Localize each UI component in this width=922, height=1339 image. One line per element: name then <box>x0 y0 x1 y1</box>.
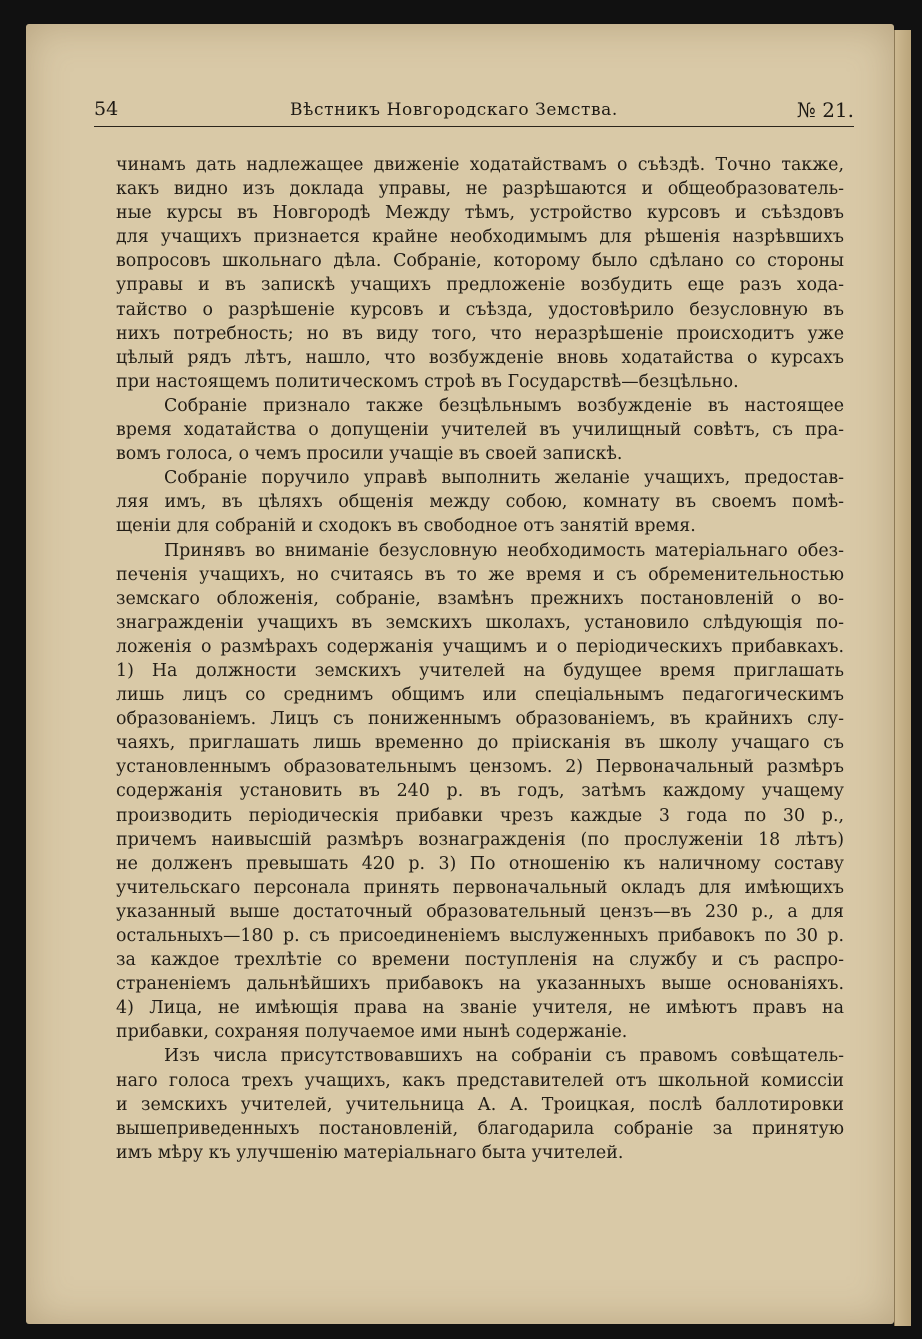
running-title: Вѣстникъ Новгородскаго Земства. <box>290 100 618 120</box>
text-line: время ходатайства о допущенiи учителей въ училищный совѣтъ, съ пра- <box>116 420 844 441</box>
text-line: при настоящемъ политическомъ строѣ въ Государствѣ—безцѣльно. <box>116 371 739 392</box>
text-line: наго голоса трехъ учащихъ, какъ представителей отъ школьной комиссiи <box>116 1070 844 1091</box>
text-line: ляя имъ, въ цѣляхъ общенiя между собою, комнату въ своемъ помѣ- <box>116 492 844 513</box>
text-line: учительскаго персонала принять первоначальный окладъ для имѣющихъ <box>116 877 844 898</box>
text-line: Собранiе поручило управѣ выполнить желанiе учащихъ, предостав- <box>164 468 844 489</box>
text-line: содержанiя установить въ 240 р. въ годъ, затѣмъ каждому учащему <box>116 781 844 802</box>
text-line: и земскихъ учителей, учительница А. А. Троицкая, послѣ баллотировки <box>116 1094 844 1115</box>
text-line: знагражденiи учащихъ въ земскихъ школахъ, установило слѣдующiя по- <box>116 612 844 633</box>
text-line: вопросовъ школьнаго дѣла. Собранiе, которому было сдѣлано со стороны <box>116 251 844 272</box>
text-line: ные курсы въ Новгородѣ Между тѣмъ, устройство курсовъ и съѣздовъ <box>116 203 844 224</box>
text-line: для учащихъ признается крайне необходимымъ для рѣшенiя назрѣвшихъ <box>116 227 844 248</box>
text-line: тайство о разрѣшенiе курсовъ и съѣзда, удостовѣрило безусловную въ <box>116 299 844 320</box>
text-line: чаяхъ, приглашать лишь временно до прiисканiя въ школу учащаго съ <box>116 733 844 754</box>
text-line: Изъ числа присутствовавшихъ на собранiи съ правомъ совѣщатель- <box>164 1046 844 1067</box>
header-rule <box>94 126 854 127</box>
text-line: щенiи для собранiй и сходокъ въ свободное отъ занятiй время. <box>116 516 696 537</box>
text-line: земскаго обложенiя, собранiе, взамѣнъ прежнихъ постановленiй о во- <box>116 588 844 609</box>
text-line: управы и въ запискѣ учащихъ предложенiе возбудить еще разъ хода- <box>116 275 844 296</box>
text-line: не долженъ превышать 420 р. 3) По отношенiю къ наличному составу <box>116 853 844 874</box>
text-line: имъ мѣру къ улучшенiю матерiальнаго быта учителей. <box>116 1142 624 1163</box>
text-line: Принявъ во вниманiе безусловную необходимость матерiальнаго обез- <box>164 540 844 561</box>
text-line: причемъ наивысшiй размѣръ вознагражденiя (по прослуженiи 18 лѣтъ) <box>116 829 844 850</box>
text-line: вышеприведенныхъ постановленiй, благодарила собранiе за принятую <box>116 1118 844 1139</box>
text-line: прибавки, сохраняя получаемое ими нынѣ содержанiе. <box>116 1022 628 1043</box>
page-number: 54 <box>94 98 119 120</box>
text-line: лишь лицъ со среднимъ общимъ или спецiальнымъ педагогическимъ <box>116 685 844 706</box>
page-header <box>94 96 854 130</box>
text-line: Собранiе признало также безцѣльнымъ возбужденiе въ настоящее <box>164 395 844 416</box>
body-text <box>116 153 844 1165</box>
text-line: ложенiя о размѣрахъ содержанiя учащимъ и о перiодическихъ прибавкахъ. <box>116 636 844 657</box>
text-line: вомъ голоса, о чемъ просили учащiе въ своей запискѣ. <box>116 444 623 465</box>
next-page-edge <box>894 30 911 1326</box>
text-line: образованiемъ. Лицъ съ пониженнымъ образованiемъ, въ крайнихъ слу- <box>116 709 844 730</box>
text-line: 4) Лица, не имѣющiя права на званiе учителя, не имѣютъ правъ на <box>116 998 844 1019</box>
text-line: страненiемъ дальнѣйшихъ прибавокъ на указанныхъ выше основанiяхъ. <box>116 974 844 995</box>
text-line: установленнымъ образовательнымъ цензомъ. 2) Первоначальный размѣръ <box>116 757 844 778</box>
text-line: остальныхъ—180 р. съ присоединенiемъ выслуженныхъ прибавокъ по 30 р. <box>116 926 844 946</box>
issue-number: № 21. <box>796 98 854 122</box>
text-line: 1) На должности земскихъ учителей на будущее время приглашать <box>116 660 844 681</box>
text-line: печенiя учащихъ, но считаясь въ то же время и съ обременительностью <box>116 564 844 585</box>
text-line: цѣлый рядъ лѣтъ, нашло, что возбужденiе вновь ходатайства о курсахъ <box>116 347 844 368</box>
text-line: какъ видно изъ доклада управы, не разрѣшаются и общеобразователь- <box>116 179 844 200</box>
text-line: производить перiодическiя прибавки чрезъ каждые 3 года по 30 р., <box>116 805 844 826</box>
text-line: указанный выше достаточный образовательный цензъ—въ 230 р., а для <box>116 901 844 922</box>
text-line: за каждое трехлѣтiе со времени поступленiя на службу и съ распро- <box>116 950 844 971</box>
text-line: чинамъ дать надлежащее движенiе ходатайствамъ о съѣздѣ. Точно также, <box>116 155 844 175</box>
text-line: нихъ потребность; но въ виду того, что неразрѣшенiе происходитъ уже <box>116 323 844 344</box>
